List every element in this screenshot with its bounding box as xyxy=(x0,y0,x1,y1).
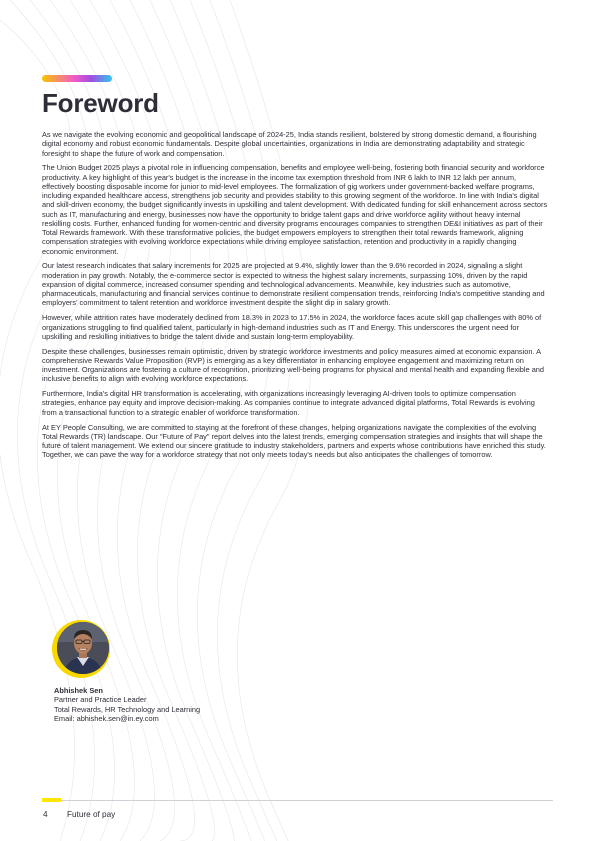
footer xyxy=(43,810,115,819)
footer-divider xyxy=(61,800,553,801)
publication-title: Future of pay xyxy=(67,810,116,819)
signature-block xyxy=(54,686,200,724)
foreword-body xyxy=(42,130,550,465)
paragraph-ey-commitment: At EY People Consulting, we are committed to staying at the forefront of these changes, helping organizations navigate the complexities of the evolving Total Rewards (TR) landscape. Our "Future of Pay" report delves into the latest trends, emerging compensation strategies and insights that will shape the future of talent management. We extend our sincere gratitude to industry stakeholders, partners and experts whose contributions have enriched this study. Together, we can pave the way for a workforce strategy that not only meets today's needs but also anticipates the challenges of tomorrow. xyxy=(42,422,546,460)
gradient-accent-bar xyxy=(42,75,112,82)
page-number: 4 xyxy=(43,810,48,819)
paragraph-digital-hr: Furthermore, India's digital HR transformation is accelerating, with organizations increasingly leveraging AI-driven tools to optimize compensation strategies, enhance pay equity and improve decision-making. As companies continue to integrate advanced digital platforms, Total Rewards is evolving from a transactional function to a strategic enabler of workforce transformation. xyxy=(42,389,535,417)
paragraph-attrition: However, while attrition rates have moderately declined from 18.3% in 2023 to 17.5% in 2024, the workforce faces acute skill gap challenges with 80% of organizations struggling to find qualified talent, particularly in high-demand industries such as IT and Energy. This underscores the urgent need for upskilling and reskilling initiatives to bridge the talent divide and sustain long-term employability. xyxy=(42,313,542,341)
signature-role: Partner and Practice Leader xyxy=(54,695,147,705)
signature-department: Total Rewards, HR Technology and Learning xyxy=(54,704,201,714)
paragraph-rewards-value: Despite these challenges, businesses remain optimistic, driven by strategic workforce investments and policy measures aimed at economic expansion. A comprehensive Rewards Value Proposition (RVP) is emerging as a key differentiator in enhancing employee engagement and maximizing return on investment. Organizations are fostering a culture of recognition, prioritizing well-being programs for physical and mental health and expanding flexible and inclusive benefits to align with evolving workforce expectations. xyxy=(42,346,545,384)
signature-email: Email: abhishek.sen@in.ey.com xyxy=(54,714,159,724)
paragraph-salary-increments: Our latest research indicates that salary increments for 2025 are projected at 9.4%, slightly lower than the 9.6% recorded in 2024, signaling a slight moderation in pay growth. Notably, the e-commerce sector is expected to witness the highest salary increments, surpassing 10%, driven by the rapid expansion of digital commerce, increased consumer spending and technological advancements. Meanwhile, key industries such as automotive, pharmaceuticals, manufacturing and financial services continue to demonstrate resilient compensation trends, reinforcing India's competitive standing and employers' commitment to talent retention and workforce investment despite the slight dip in salary growth. xyxy=(42,261,545,308)
portrait-photo-icon xyxy=(57,622,109,674)
paragraph-intro: As we navigate the evolving economic and geopolitical landscape of 2024-25, India stands resilient, bolstered by strong domestic demand, a flourishing digital economy and robust economic fundamentals. Despite global uncertainties, organizations in India are demonstrating adaptability and strategic foresight to shape the future of work and compensation. xyxy=(42,130,537,158)
paragraph-budget: The Union Budget 2025 plays a pivotal role in influencing compensation, benefits and employee well-being, fostering both financial security and workforce productivity. A key highlight of this year's budget is the increase in the income tax exemption threshold from INR 6 lakh to INR 12 lakh per annum, effectively boosting disposable income for junior to mid-level employees. The formalization of gig workers under government-backed welfare programs, including expanded healthcare access, strengthens job security and provides stability to this growing segment of the workforce. In line with India's digital and skill-driven economy, the budget significantly invests in upskilling and talent development. With dedicated funding for skill enhancement across sectors such as IT, manufacturing and energy, businesses now have the opportunity to bridge talent gaps and drive workforce agility without heavy internal reskilling costs. Further, enhanced funding for women-centric and diversity programs encourages companies to strengthen DE&I initiatives as part of their Total Rewards framework. With these transformative policies, the budget empowers employers to strengthen their total rewards framework, aligning compensation strategies with evolving workforce expectations while driving employee satisfaction, retention and productivity in a rapidly changing economic environment. xyxy=(42,163,548,256)
footer-accent xyxy=(42,798,61,802)
author-portrait xyxy=(52,620,112,680)
page-title: Foreword xyxy=(42,88,159,118)
portrait-photo xyxy=(57,622,109,674)
signature-name: Abhishek Sen xyxy=(54,686,103,695)
